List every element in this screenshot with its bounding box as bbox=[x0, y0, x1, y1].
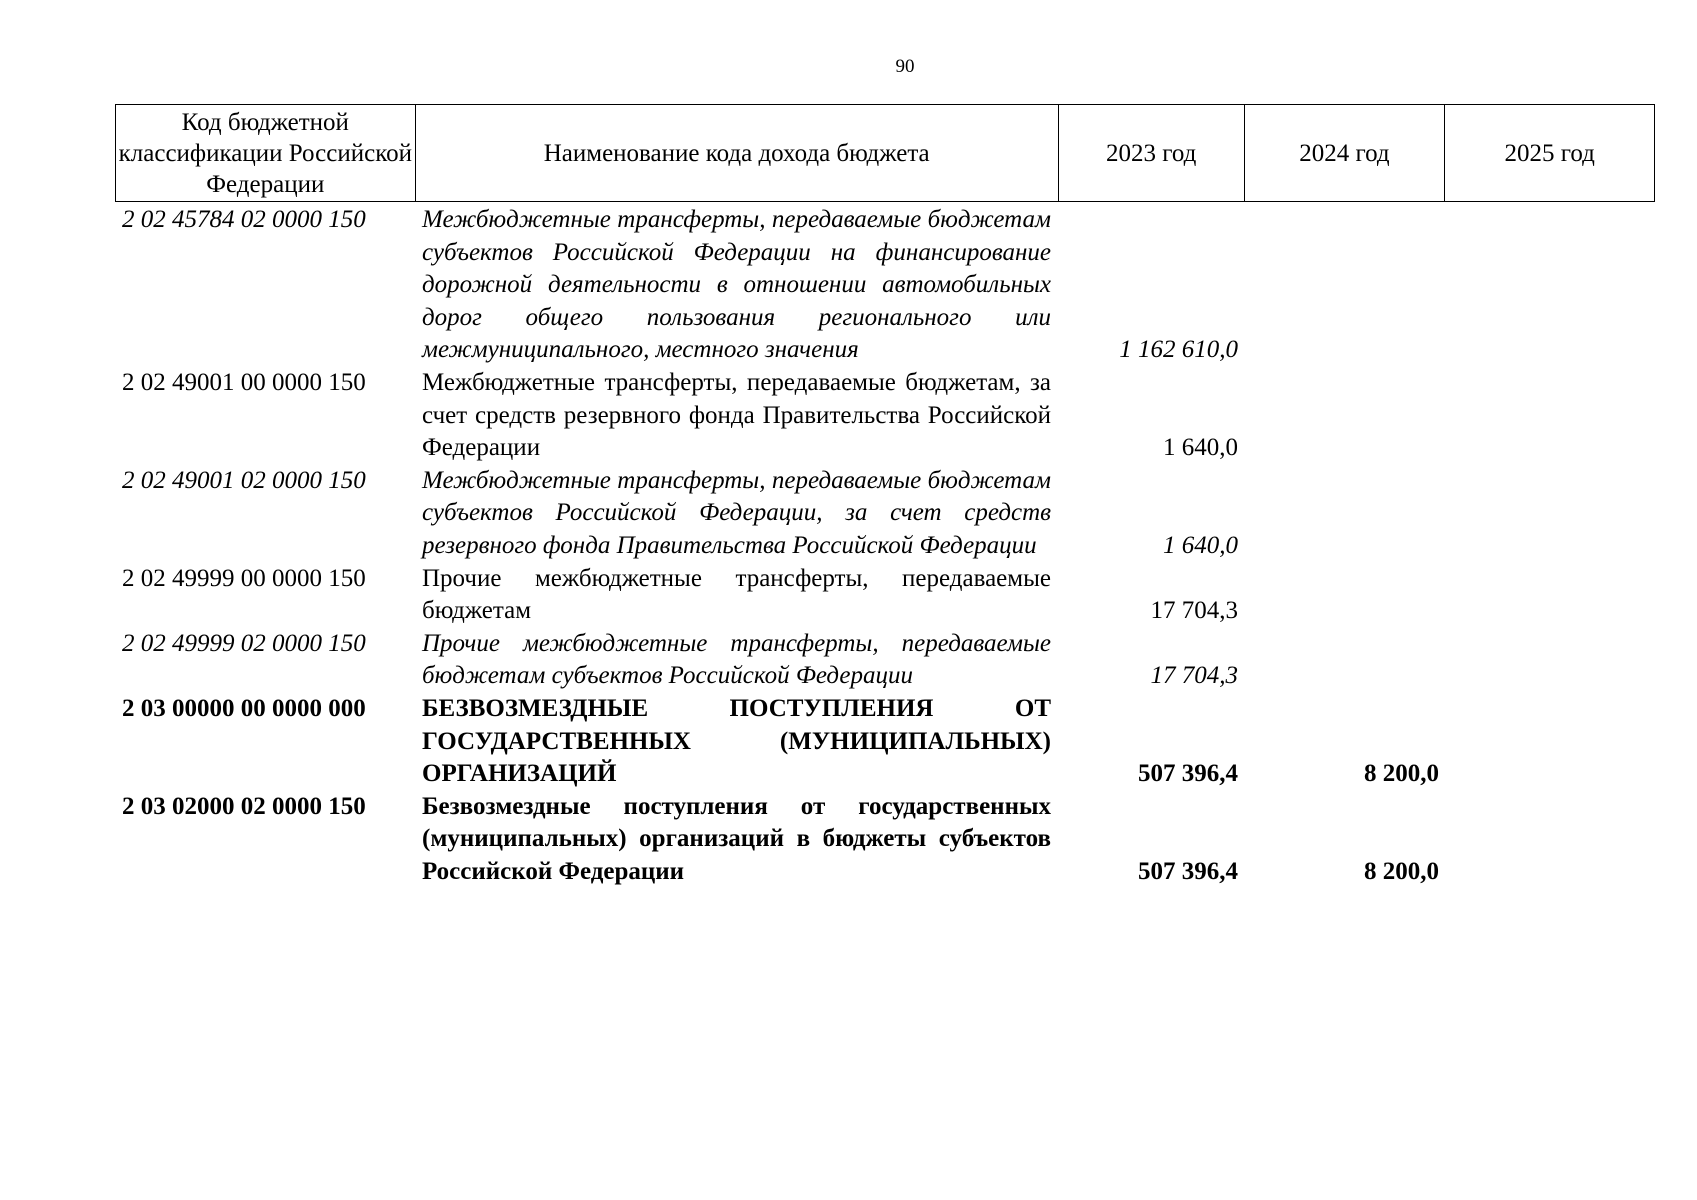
row-value-2024: 8 200,0 bbox=[1364, 760, 1439, 788]
row-code: 2 03 02000 02 0000 150 bbox=[122, 792, 366, 820]
row-name: Межбюджетные трансферты, передаваемые бюджетам, за счет средств резервного фонда Правительства Российской Федерации bbox=[422, 368, 1051, 462]
row-name: Безвозмездные поступления от государственных (муниципальных) организаций в бюджеты субъектов Российской Федерации bbox=[422, 792, 1051, 885]
row-value-2023: 507 396,4 bbox=[1138, 857, 1238, 885]
header-code: Код бюджетной классификации Российской Федерации bbox=[116, 105, 416, 201]
table-body bbox=[115, 204, 1655, 888]
row-name: БЕЗВОЗМЕЗДНЫЕ ПОСТУПЛЕНИЯ ОТ ГОСУДАРСТВЕННЫХ (МУНИЦИПАЛЬНЫХ) ОРГАНИЗАЦИЙ bbox=[422, 694, 1051, 788]
page-number: 90 bbox=[895, 56, 915, 77]
row-code: 2 03 00000 00 0000 000 bbox=[122, 694, 366, 722]
header-2024: 2024 год bbox=[1245, 105, 1446, 201]
table-row bbox=[115, 628, 1655, 693]
header-name: Наименование кода дохода бюджета bbox=[416, 105, 1059, 201]
row-code: 2 02 45784 02 0000 150 bbox=[122, 206, 366, 233]
row-value-2023: 17 704,3 bbox=[1150, 597, 1238, 625]
row-code: 2 02 49999 02 0000 150 bbox=[122, 629, 366, 657]
row-name: Прочие межбюджетные трансферты, передаваемые бюджетам bbox=[422, 564, 1051, 625]
row-value-2023: 1 162 610,0 bbox=[1119, 336, 1238, 364]
row-value-2023: 1 640,0 bbox=[1163, 434, 1238, 462]
header-2023: 2023 год bbox=[1059, 105, 1245, 201]
table-row bbox=[115, 204, 1655, 367]
row-value-2023: 17 704,3 bbox=[1150, 662, 1238, 690]
table-row bbox=[115, 791, 1655, 889]
row-code: 2 02 49001 00 0000 150 bbox=[122, 368, 366, 396]
row-value-2023: 507 396,4 bbox=[1138, 760, 1238, 788]
row-code: 2 02 49999 00 0000 150 bbox=[122, 564, 366, 592]
table-header bbox=[115, 104, 1655, 202]
table-row bbox=[115, 465, 1655, 563]
table-row bbox=[115, 563, 1655, 628]
row-name: Межбюджетные трансферты, передаваемые бюджетам субъектов Российской Федерации на финансирование дорожной деятельности в отношении автомобильных дорог общего пользования регионального или межмуниципального, местного значения bbox=[422, 206, 1051, 364]
table-row bbox=[115, 693, 1655, 791]
table-row bbox=[115, 367, 1655, 465]
row-name: Межбюджетные трансферты, передаваемые бюджетам субъектов Российской Федерации, за счет средств резервного фонда Правительства Российской Федерации bbox=[422, 466, 1051, 559]
row-value-2023: 1 640,0 bbox=[1163, 531, 1238, 559]
row-code: 2 02 49001 02 0000 150 bbox=[122, 466, 366, 494]
header-2025: 2025 год bbox=[1504, 139, 1595, 167]
row-name: Прочие межбюджетные трансферты, передаваемые бюджетам субъектов Российской Федерации bbox=[422, 629, 1051, 690]
row-value-2024: 8 200,0 bbox=[1364, 857, 1439, 885]
